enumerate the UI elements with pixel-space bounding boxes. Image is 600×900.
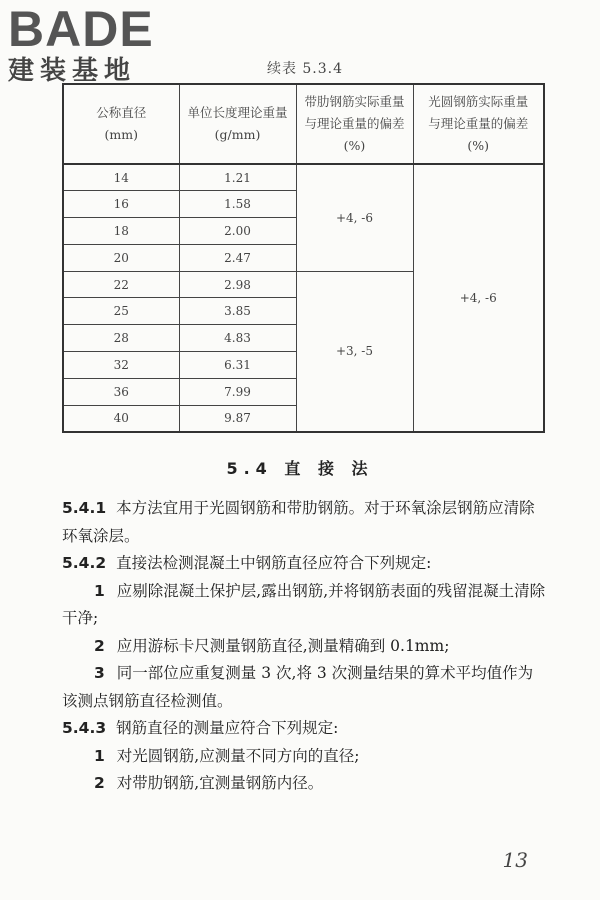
cell-diameter: 16 bbox=[63, 191, 179, 218]
item-text: 应用游标卡尺测量钢筋直径,测量精确到 0.1mm; bbox=[116, 636, 450, 655]
cell-weight: 2.00 bbox=[179, 218, 296, 245]
clause-text: 直接法检测混凝土中钢筋直径应符合下列规定: bbox=[116, 554, 432, 572]
table-header-row bbox=[63, 84, 544, 164]
clause-item bbox=[62, 578, 548, 633]
clause bbox=[62, 550, 548, 578]
clause-item bbox=[62, 660, 548, 715]
clause-number: 5.4.1 bbox=[62, 499, 107, 517]
cell-weight: 1.21 bbox=[179, 164, 296, 191]
header-ribbed-deviation: 带肋钢筋实际重量 与理论重量的偏差 (%) bbox=[296, 84, 413, 164]
table-row bbox=[63, 164, 544, 191]
cell-weight: 2.47 bbox=[179, 244, 296, 271]
item-number: 2 bbox=[94, 774, 105, 792]
cell-diameter: 22 bbox=[63, 271, 179, 298]
clause-item bbox=[62, 743, 548, 771]
item-number: 1 bbox=[94, 746, 105, 765]
cell-diameter: 20 bbox=[63, 244, 179, 271]
item-text: 同一部位应重复测量 3 次,将 3 次测量结果的算术平均值作为该测点钢筋直径检测值。 bbox=[62, 664, 534, 710]
cell-weight: 4.83 bbox=[179, 325, 296, 352]
cell-diameter: 25 bbox=[63, 298, 179, 325]
header-theoretical-weight: 单位长度理论重量 (g/mm) bbox=[179, 84, 296, 164]
cell-diameter: 32 bbox=[63, 352, 179, 379]
cell-weight: 6.31 bbox=[179, 352, 296, 379]
item-number: 2 bbox=[94, 636, 105, 655]
cell-weight: 3.85 bbox=[179, 298, 296, 325]
clause-number: 5.4.2 bbox=[62, 554, 107, 572]
cell-weight: 7.99 bbox=[179, 378, 296, 405]
cell-diameter: 36 bbox=[63, 378, 179, 405]
cell-diameter: 18 bbox=[63, 218, 179, 245]
item-text: 对光圆钢筋,应测量不同方向的直径; bbox=[116, 746, 360, 765]
cell-diameter: 14 bbox=[63, 164, 179, 191]
rebar-weight-table bbox=[62, 83, 545, 433]
clause bbox=[62, 715, 548, 743]
clause-text: 钢筋直径的测量应符合下列规定: bbox=[116, 719, 339, 737]
section-title: 5.4 直 接 法 bbox=[226, 459, 374, 478]
cell-ribbed-deviation: +3, -5 bbox=[296, 271, 413, 432]
cell-ribbed-deviation: +4, -6 bbox=[296, 164, 413, 271]
cell-plain-deviation: +4, -6 bbox=[413, 164, 544, 432]
cell-diameter: 28 bbox=[63, 325, 179, 352]
clause-item bbox=[62, 633, 548, 661]
item-text: 对带肋钢筋,宜测量钢筋内径。 bbox=[116, 774, 324, 792]
logo-mark: BADE bbox=[8, 1, 154, 57]
header-nominal-diameter: 公称直径 (mm) bbox=[63, 84, 179, 164]
header-plain-deviation: 光圆钢筋实际重量 与理论重量的偏差 (%) bbox=[413, 84, 544, 164]
clause-text: 本方法宜用于光圆钢筋和带肋钢筋。对于环氧涂层钢筋应清除环氧涂层。 bbox=[62, 499, 535, 545]
cell-weight: 9.87 bbox=[179, 405, 296, 432]
item-number: 3 bbox=[94, 664, 105, 682]
logo-subtitle: 建装基地 bbox=[8, 56, 137, 86]
cell-weight: 1.58 bbox=[179, 191, 296, 218]
cell-weight: 2.98 bbox=[179, 271, 296, 298]
section-body bbox=[62, 495, 548, 798]
page-number: 13 bbox=[502, 848, 528, 872]
clause-number: 5.4.3 bbox=[62, 719, 107, 737]
table-caption: 续表 5.3.4 bbox=[266, 61, 344, 77]
item-number: 1 bbox=[94, 581, 105, 600]
clause-item bbox=[62, 770, 548, 798]
cell-diameter: 40 bbox=[63, 405, 179, 432]
item-text: 应剔除混凝土保护层,露出钢筋,并将钢筋表面的残留混凝土清除干净; bbox=[62, 581, 546, 627]
clause bbox=[62, 495, 548, 550]
